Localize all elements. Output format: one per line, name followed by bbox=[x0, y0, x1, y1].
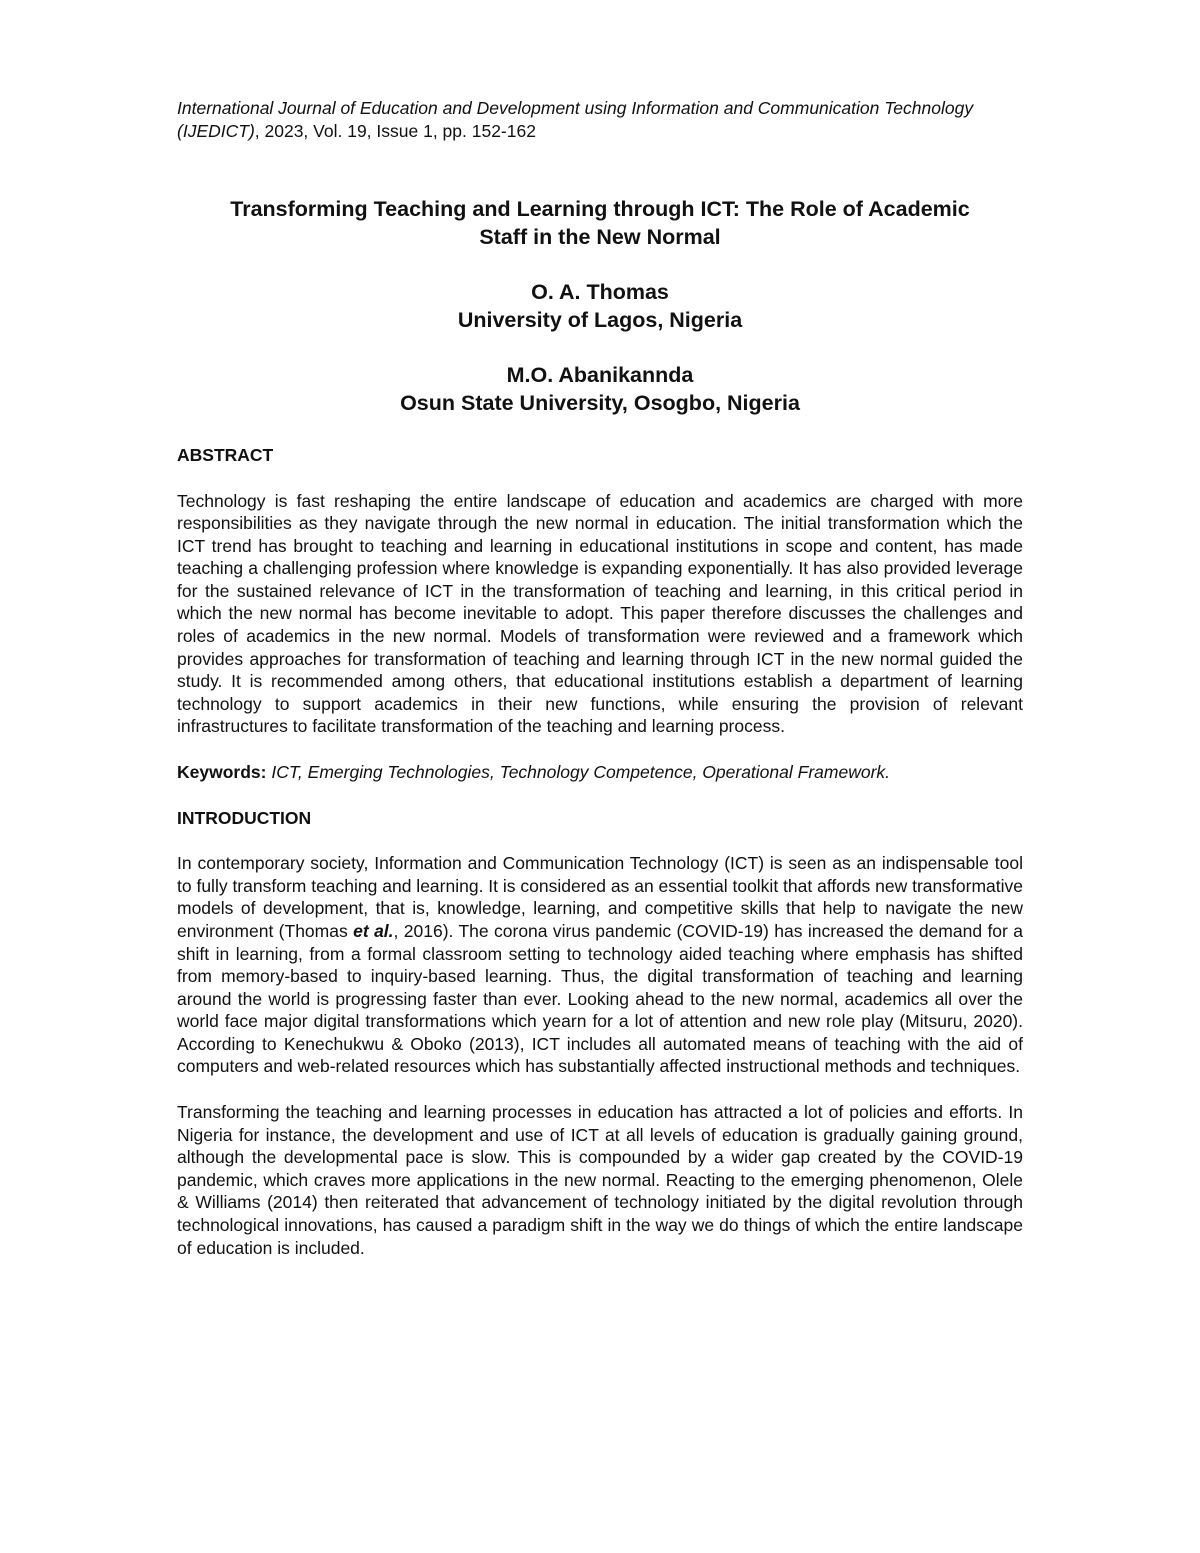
keywords-label: Keywords: bbox=[177, 762, 267, 783]
abstract-heading: ABSTRACT bbox=[177, 445, 274, 465]
author-block bbox=[177, 361, 1023, 417]
author-name: O. A. Thomas bbox=[531, 280, 669, 304]
journal-header bbox=[177, 97, 1023, 142]
introduction-heading: INTRODUCTION bbox=[177, 807, 312, 828]
author-affiliation: University of Lagos, Nigeria bbox=[457, 308, 743, 332]
author-block bbox=[177, 278, 1023, 334]
author-name: M.O. Abanikannda bbox=[506, 363, 694, 387]
paper-page bbox=[177, 97, 1023, 1259]
paper-title bbox=[177, 195, 1023, 251]
abstract-text: Technology is fast reshaping the entire landscape of education and academics are charged with more responsibilities as they navigate through the new normal in education. The initial transformation which the ICT trend has brought to teaching and learning in educational institutions in scope and content, has made teaching a challenging profession where knowledge is expanding exponentially. It has also provided leverage for the sustained relevance of ICT in the transformation of teaching and learning, in this critical period in which the new normal has become inevitable to adopt. This paper therefore discusses the challenges and roles of academics in the new normal. Models of transformation were reviewed and a framework which provides approaches for transformation of teaching and learning through ICT in the new normal guided the study. It is recommended among others, that educational institutions establish a department of learning technology to support academics in their new functions, while ensuring the provision of relevant infrastructures to facilitate transformation of the teaching and learning process. bbox=[177, 490, 1023, 737]
author-affiliation: Osun State University, Osogbo, Nigeria bbox=[400, 391, 800, 415]
journal-citation: , 2023, Vol. 19, Issue 1, pp. 152-162 bbox=[254, 120, 536, 141]
introduction-paragraph-1 bbox=[177, 852, 1023, 1078]
paper-title-line-2: Staff in the New Normal bbox=[479, 225, 721, 249]
paper-title-line-1: Transforming Teaching and Learning through ICT: The Role of Academic bbox=[230, 197, 970, 221]
intro-p1-text-b: , 2016). The corona virus pandemic (COVID-19) has increased the demand for a shift in learning, from a formal classroom setting to technology aided teaching where emphasis has shifted from memory-based to inquiry-based learning. Thus, the digital transformation of teaching and learning around the world is progressing faster than ever. Looking ahead to the new normal, academics all over the world face major digital transformations which yearn for a lot of attention and new role play (Mitsuru, 2020). According to Kenechukwu & Oboko (2013), ICT includes all automated means of teaching with the aid of computers and web-related resources which has substantially affected instructional methods and techniques. bbox=[177, 920, 1023, 1077]
citation-et-al: et al. bbox=[353, 920, 394, 941]
intro-p1-text-a: In contemporary society, Information and Communication Technology (ICT) is seen as an indispensable tool to fully transform teaching and learning. It is considered as an essential toolkit that affords new transformative models of development, that is, knowledge, learning, and competitive skills that help to navigate the new environment (Thomas bbox=[177, 853, 1023, 941]
keywords-list: ICT, Emerging Technologies, Technology Competence, Operational Framework. bbox=[271, 762, 891, 783]
introduction-paragraph-2: Transforming the teaching and learning processes in education has attracted a lot of policies and efforts. In Nigeria for instance, the development and use of ICT at all levels of education is gradually gaining ground, although the developmental pace is slow. This is compounded by a wider gap created by the COVID-19 pandemic, which craves more applications in the new normal. Reacting to the emerging phenomenon, Olele & Williams (2014) then reiterated that advancement of technology initiated by the digital revolution through technological innovations, has caused a paradigm shift in the way we do things of which the entire landscape of education is included. bbox=[177, 1102, 1023, 1258]
keywords bbox=[177, 761, 1023, 784]
journal-name: International Journal of Education and Development using Information and Communication Technology (IJEDICT) bbox=[177, 98, 974, 141]
